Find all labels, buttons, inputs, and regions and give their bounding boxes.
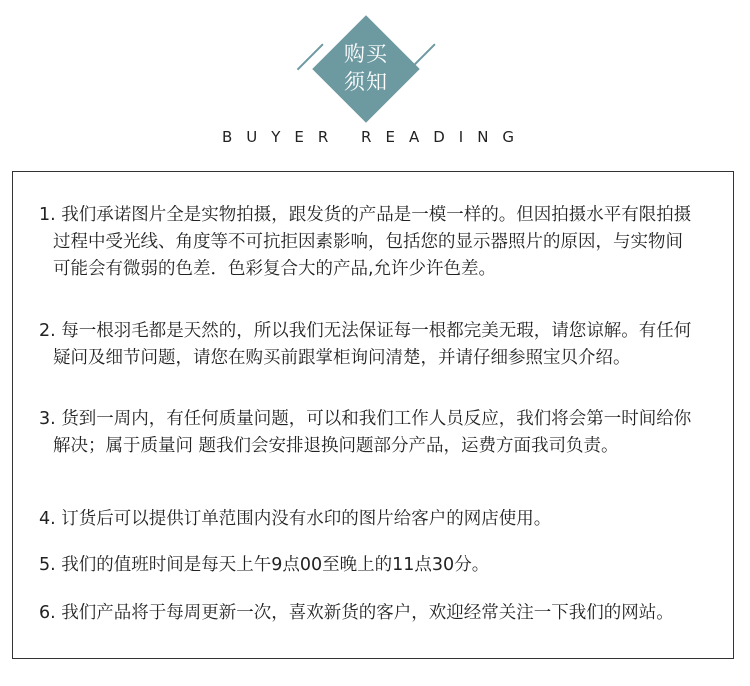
- header: [0, 0, 750, 160]
- notice-item-5: 5. 我们的值班时间是每天上午9点00至晚上的11点30分。: [39, 555, 490, 575]
- notice-box: [12, 171, 734, 659]
- title-badge-text: [313, 40, 419, 96]
- notice-item-4: 4. 订货后可以提供订单范围内没有水印的图片给客户的网店使用。: [39, 509, 552, 529]
- badge-line-2: 须知: [344, 70, 388, 94]
- notice-item-3: 3. 货到一周内，有任何质量问题，可以和我们工作人员反应，我们将会第一时间给你解决；属于质量问 题我们会安排退换问题部分产品，运费方面我司负责。: [39, 409, 692, 456]
- notice-item-2: 2. 每一根羽毛都是天然的，所以我们无法保证每一根都完美无瑕，请您谅解。有任何疑问及细节问题，请您在购买前跟掌柜询问清楚，并请仔细参照宝贝介绍。: [39, 321, 692, 368]
- notice-item-6: 6. 我们产品将于每周更新一次，喜欢新货的客户，欢迎经常关注一下我们的网站。: [39, 603, 674, 623]
- badge-line-1: 购买: [344, 42, 388, 66]
- title-badge: [313, 16, 419, 122]
- notice-item-1: 1. 我们承诺图片全是实物拍摄，跟发货的产品是一模一样的。但因拍摄水平有限拍摄过程中受光线、角度等不可抗拒因素影响，包括您的显示器照片的原因，与实物间可能会有微弱的色差．色彩复合大的产品,允许少许色差。: [39, 205, 692, 279]
- subtitle: BUYER READING: [221, 128, 529, 146]
